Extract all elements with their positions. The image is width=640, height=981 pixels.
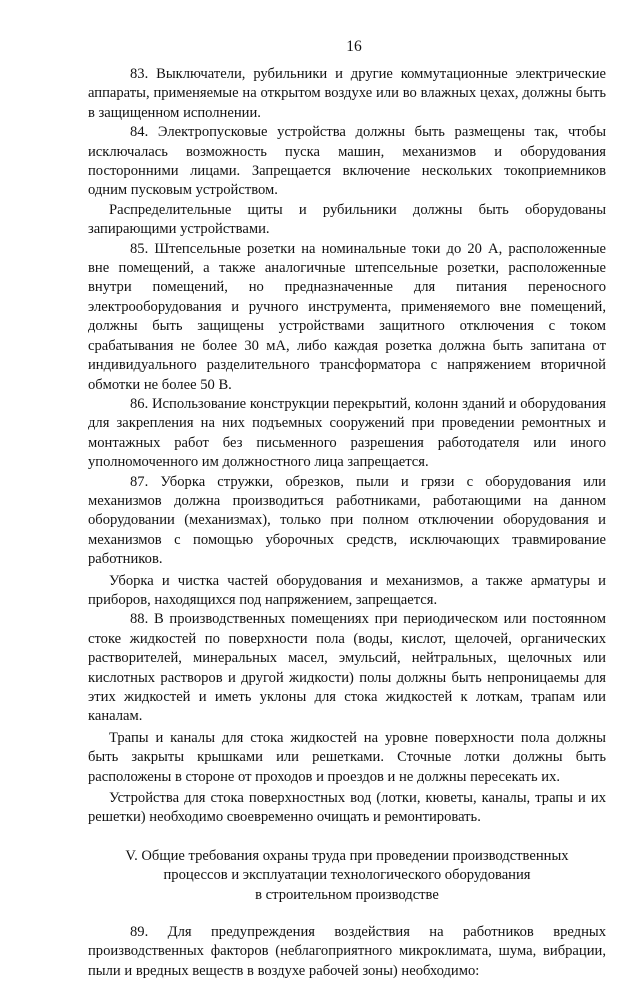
paragraph-text: Устройства для стока поверхностных вод (лотки, кюветы, каналы, трапы и их решетки) необходимо своевременно очищать и ремонтировать. bbox=[88, 790, 606, 826]
paragraph-text: Трапы и каналы для стока жидкостей на уровне поверхности пола должны быть закрыты крышками или решетками. Сточные лотки должны быть расположены в стороне от проходов и проездов и не должны пересекать их. bbox=[88, 729, 606, 785]
paragraph-88-continued-1 bbox=[88, 729, 606, 787]
paragraph-text: Выключатели, рубильники и другие коммутационные электрические аппараты, применяемые на открытом воздухе или во влажных цехах, должны быть в защищенном исполнении. bbox=[88, 66, 606, 121]
paragraph-number: 84. bbox=[130, 124, 149, 141]
section-heading-line-3: в строительном производстве bbox=[255, 886, 439, 903]
paragraph-84 bbox=[88, 123, 606, 201]
paragraph-text: В производственных помещениях при периодическом или постоянном стоке жидкостей по поверхности пола (воды, кислот, щелочей, органических растворителей, минеральных масел, эмульсий, нейтральных, щелочных или кислотных растворов и другой жидкости) полы должны быть непроницаемы для этих жидкостей и иметь уклоны для стока жидкостей к лоткам, трапам или каналам. bbox=[88, 611, 606, 725]
section-heading-line-1: V. Общие требования охраны труда при проведении производственных bbox=[125, 847, 569, 864]
paragraph-88 bbox=[88, 610, 606, 726]
paragraph-number: 85. bbox=[130, 240, 149, 257]
paragraph-87-continued bbox=[88, 572, 606, 611]
paragraph-83 bbox=[88, 65, 606, 123]
paragraph-text: Распределительные щиты и рубильники должны быть оборудованы запирающими устройствами. bbox=[88, 201, 606, 238]
paragraph-88-continued-2 bbox=[88, 789, 606, 828]
paragraph-84-continued bbox=[88, 201, 606, 240]
paragraph-number: 86. bbox=[130, 395, 149, 412]
paragraph-number: 83. bbox=[130, 66, 149, 82]
paragraph-number: 87. bbox=[130, 473, 149, 490]
paragraph-number: 89. bbox=[130, 924, 149, 941]
paragraph-text: Электропусковые устройства должны быть размещены так, чтобы исключалась возможность пуска машин, механизмов и оборудования посторонними лицами. Запрещается включение нескольких токоприемников одним пусковым устройством. bbox=[88, 124, 606, 199]
paragraph-text: Штепсельные розетки на номинальные токи до 20 А, расположенные вне помещений, а также аналогичные штепсельные розетки, расположенные внутри помещений, но предназначенные для питания переносного электрооборудования и ручного инструмента, применяемого вне помещений, должны быть защищены устройствами защитного отключения с током срабатывания не более 30 мА, либо каждая розетка должна быть запитана от индивидуального разделительного трансформатора с напряжением вторичной обмотки не более 50 В. bbox=[88, 240, 606, 393]
paragraph-text: Использование конструкции перекрытий, колонн зданий и оборудования для закрепления на них подъемных сооружений при проведении ремонтных и монтажных работ без письменного разрешения работодателя или иного уполномоченного им должностного лица запрещается. bbox=[88, 395, 606, 471]
paragraph-87 bbox=[88, 473, 606, 570]
section-heading bbox=[88, 847, 606, 905]
paragraph-text: Для предупреждения воздействия на работников вредных производственных факторов (неблагоприятного микроклимата, шума, вибрации, пыли и вредных веществ в воздухе рабочей зоны) необходимо: bbox=[88, 924, 606, 979]
paragraph-text: Уборка стружки, обрезков, пыли и грязи с оборудования или механизмов должна производиться работниками, работающими на данном оборудовании (механизмах), только при полном отключении оборудования и механизмов с помощью уборочных средств, исключающих травмирование работников. bbox=[88, 473, 606, 568]
section-heading-line-2: процессов и эксплуатации технологического оборудования bbox=[163, 867, 531, 884]
paragraph-89 bbox=[88, 923, 606, 981]
page-number: 16 bbox=[346, 38, 362, 55]
document-body bbox=[88, 65, 606, 981]
paragraph-86 bbox=[88, 395, 606, 473]
paragraph-number: 88. bbox=[130, 611, 149, 628]
paragraph-text: Уборка и чистка частей оборудования и механизмов, а также арматуры и приборов, находящихся под напряжением, запрещается. bbox=[88, 572, 606, 608]
paragraph-85 bbox=[88, 240, 606, 395]
